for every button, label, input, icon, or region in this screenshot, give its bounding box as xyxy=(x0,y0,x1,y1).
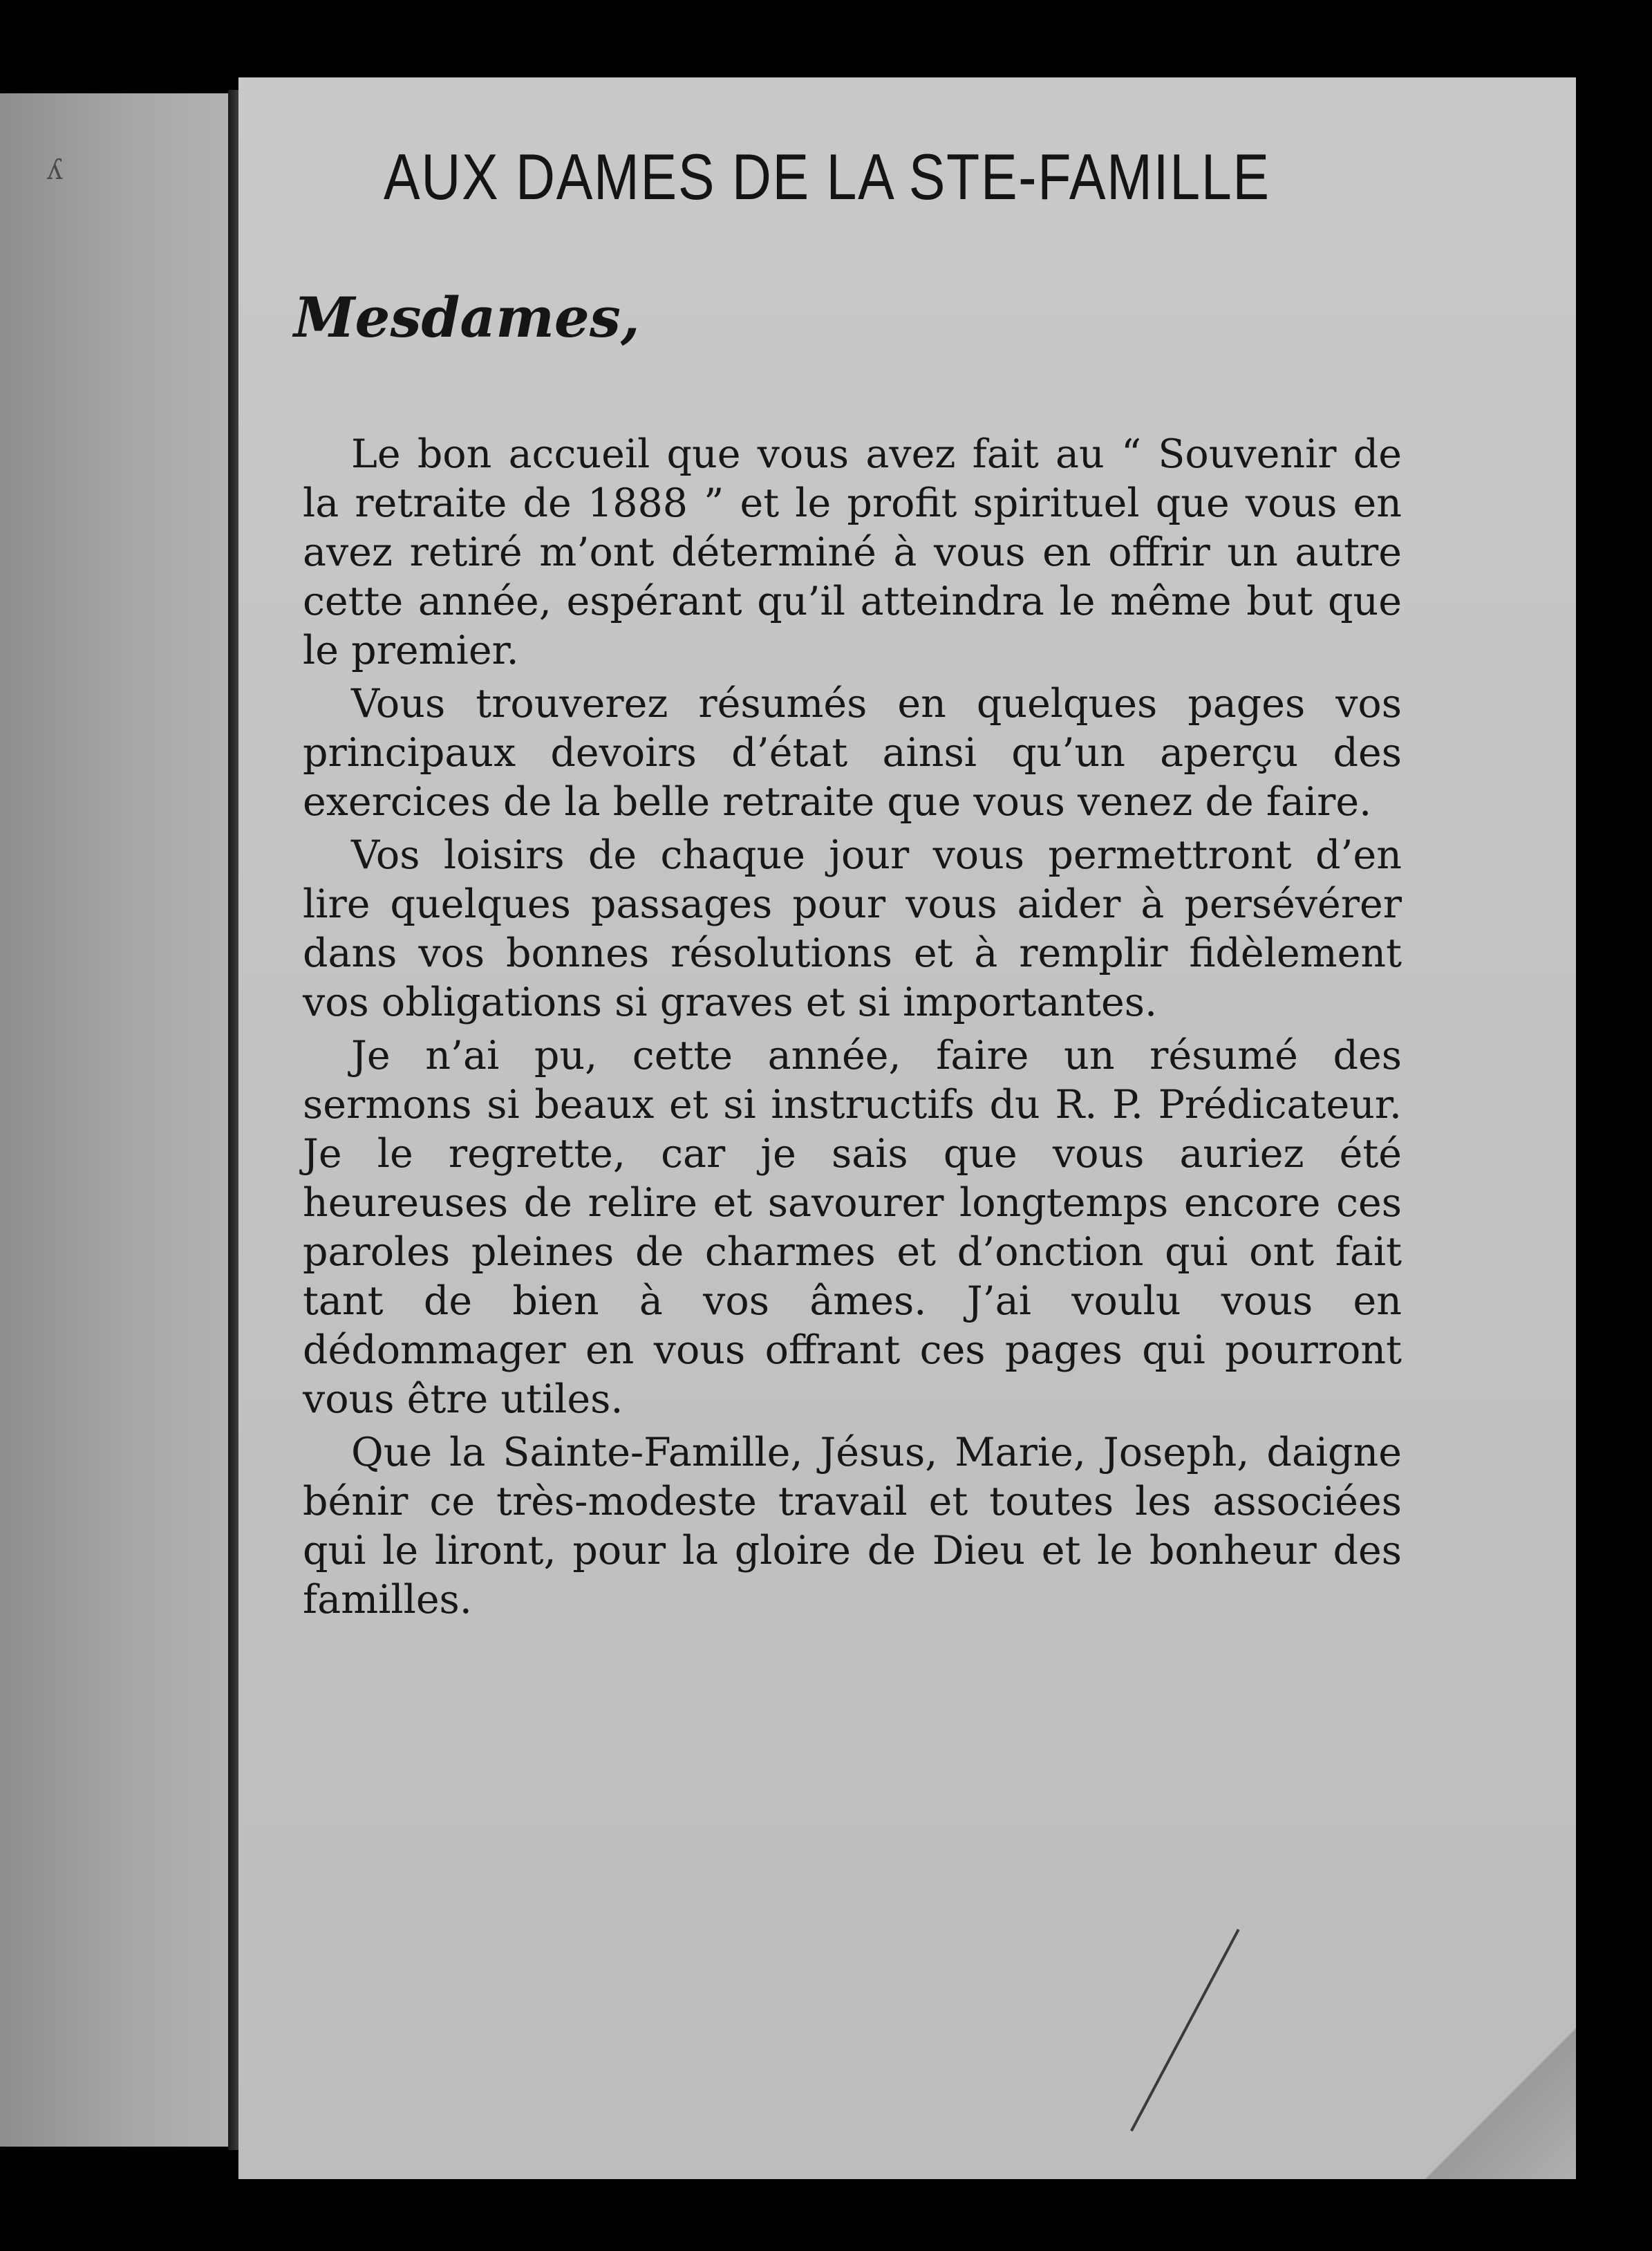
page-title: AUX DAMES DE LA STE-FAMILLE xyxy=(384,140,1270,213)
document-page xyxy=(238,77,1576,2179)
paragraph-1: Le bon accueil que vous avez fait au “ Souvenir de la retraite de 1888 ” et le profit spirituel que vous en avez retiré m’ont déterminé à vous en offrir un autre cette année, espérant qu’il atteindra le même but que le premier. xyxy=(303,431,1402,673)
left-page-edge xyxy=(0,93,238,2147)
body-text xyxy=(303,430,1402,1625)
paragraph-2: Vous trouverez résumés en quelques pages vos principaux devoirs d’état ainsi qu’un aperçu des exercices de la belle retraite que vous venez de faire. xyxy=(303,681,1402,825)
paragraph-5: Que la Sainte-Famille, Jésus, Marie, Joseph, daigne bénir ce très-modeste travail et toutes les associées qui le liront, pour la gloire de Dieu et le bonheur des familles. xyxy=(303,1430,1402,1623)
margin-mark: ʎ xyxy=(47,154,63,186)
page-corner-fold xyxy=(1417,1999,1576,2179)
salutation: Mesdames, xyxy=(294,285,640,350)
paragraph-3: Vos loisirs de chaque jour vous permettront d’en lire quelques passages pour vous aider à persévérer dans vos bonnes résolutions et à remplir fidèlement vos obligations si graves et si importantes. xyxy=(303,832,1402,1025)
paragraph-4: Je n’ai pu, cette année, faire un résumé des sermons si beaux et si instructifs du R. P. Prédicateur. Je le regrette, car je sais que vous auriez été heureuses de relire et savourer longtemps encore ces paroles pleines de charmes et d’onction qui ont fait tant de bien à vos âmes. J’ai voulu vous en dédommager en vous offrant ces pages qui pourront vous être utiles. xyxy=(303,1033,1402,1422)
